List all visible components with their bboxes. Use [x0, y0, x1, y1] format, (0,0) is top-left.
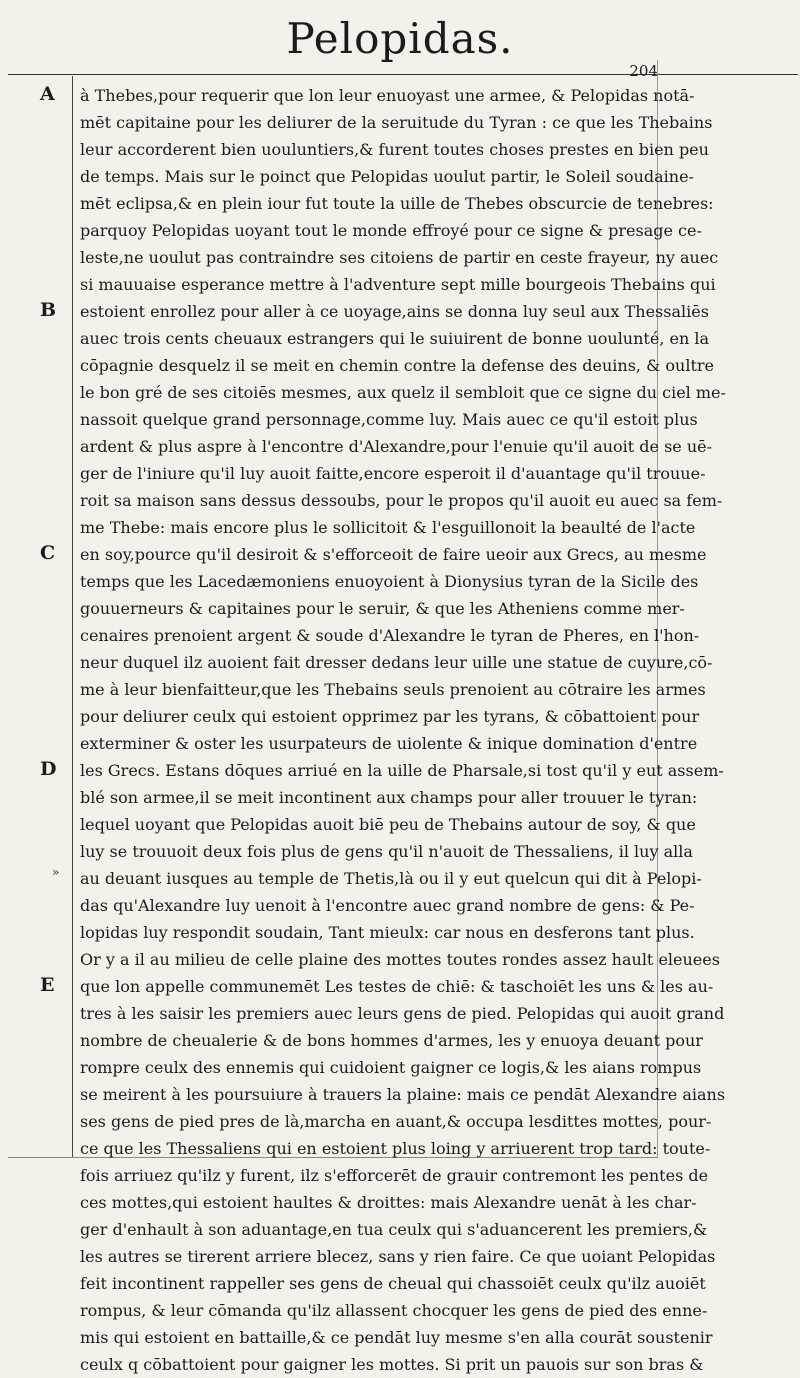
text-line: les autres se tirerent arriere blecez, sans y rien faire. Ce que uoiant Pelopidas	[80, 1247, 716, 1266]
text-line: ger d'enhault à son aduantage,en tua ceulx qui s'aduancerent les premiers,&	[80, 1220, 708, 1239]
text-line: fois arriuez qu'ilz y furent, ilz s'efforcerēt de grauir contremont les pentes de	[80, 1166, 709, 1185]
text-line: ger de l'iniure qu'il luy auoit faitte,encore esperoit il d'auantage qu'il trouue-	[80, 464, 706, 483]
text-line: le bon gré de ses citoiēs mesmes, aux quelz il sembloit que ce signe du ciel me-	[80, 383, 726, 402]
running-title: Pelopidas.	[286, 14, 514, 63]
margin-marker-d: D	[40, 758, 57, 780]
text-line: Or y a il au milieu de celle plaine des mottes toutes rondes assez hault eleuees	[80, 950, 720, 969]
text-line: temps que les Lacedæmoniens enuoyoient à Dionysius tyran de la Sicile des	[80, 572, 699, 591]
text-line: blé son armee,il se meit incontinent aux champs pour aller trouuer le tyran:	[80, 788, 698, 807]
text-line: en soy,pource qu'il desiroit & s'efforceoit de faire ueoir aux Grecs, au mesme	[80, 545, 707, 564]
text-line: ardent & plus aspre à l'encontre d'Alexandre,pour l'enuie qu'il auoit de se uē-	[80, 437, 713, 456]
text-line: au deuant iusques au temple de Thetis,là ou il y eut quelcun qui dit à Pelopi-	[80, 869, 702, 888]
text-line: lequel uoyant que Pelopidas auoit biē peu de Thebains autour de soy, & que	[80, 815, 696, 834]
text-line: ces mottes,qui estoient haultes & droittes: mais Alexandre uenāt à les char-	[80, 1193, 697, 1212]
text-line: parquoy Pelopidas uoyant tout le monde effroyé pour ce signe & presage ce-	[80, 221, 702, 240]
text-line: pour deliurer ceulx qui estoient opprimez par les tyrans, & cōbattoient pour	[80, 707, 700, 726]
text-line: les Grecs. Estans dōques arriué en la uille de Pharsale,si tost qu'il y eut assem-	[80, 761, 724, 780]
margin-marker-e: E	[40, 974, 55, 996]
margin-marker-a: A	[40, 83, 55, 105]
text-line: leur accorderent bien uouluntiers,& furent toutes choses prestes en bien peu	[80, 140, 709, 159]
text-line: si mauuaise esperance mettre à l'adventure sept mille bourgeois Thebains qui	[80, 275, 716, 294]
left-margin-rule	[72, 76, 73, 1158]
body-text	[80, 82, 726, 1378]
text-line: gouuerneurs & capitaines pour le seruir, & que les Atheniens comme mer-	[80, 599, 685, 618]
text-line: nassoit quelque grand personnage,comme luy. Mais auec ce qu'il estoit plus	[80, 410, 698, 429]
text-line: das qu'Alexandre luy uenoit à l'encontre auec grand nombre de gens: & Pe-	[80, 896, 695, 915]
text-line: lopidas luy respondit soudain, Tant mieulx: car nous en desferons tant plus.	[80, 923, 695, 942]
text-line: ses gens de pied pres de là,marcha en auant,& occupa lesdittes mottes, pour-	[80, 1112, 712, 1131]
text-line: à Thebes,pour requerir que lon leur enuoyast une armee, & Pelopidas notā-	[80, 86, 695, 105]
text-line: nombre de cheualerie & de bons hommes d'armes, les y enuoya deuant pour	[80, 1031, 703, 1050]
text-line: leste,ne uoulut pas contraindre ses citoiens de partir en ceste frayeur, ny auec	[80, 248, 719, 267]
text-line: exterminer & oster les usurpateurs de uiolente & inique domination d'entre	[80, 734, 698, 753]
text-line: ceulx q cōbattoient pour gaigner les mottes. Si prit un pauois sur son bras &	[80, 1355, 704, 1374]
text-line: me Thebe: mais encore plus le sollicitoit & l'esguillonoit la beaulté de l'acte	[80, 518, 696, 537]
text-line: mēt eclipsa,& en plein iour fut toute la uille de Thebes obscurcie de tenebres:	[80, 194, 714, 213]
margin-note-mark: »	[52, 865, 60, 879]
text-line: cōpagnie desquelz il se meit en chemin contre la defense des deuins, & oultre	[80, 356, 714, 375]
text-line: feit incontinent rappeller ses gens de cheual qui chassoiēt ceulx qu'ilz auoiēt	[80, 1274, 706, 1293]
text-line: rompus, & leur cōmanda qu'ilz allassent chocquer les gens de pied des enne-	[80, 1301, 708, 1320]
text-line: mēt capitaine pour les deliurer de la seruitude du Tyran : ce que les Thebains	[80, 113, 713, 132]
text-line: de temps. Mais sur le poinct que Pelopidas uoulut partir, le Soleil soudaine-	[80, 167, 694, 186]
text-line: mis qui estoient en battaille,& ce pendāt luy mesme s'en alla courāt soustenir	[80, 1328, 713, 1347]
text-line: roit sa maison sans dessus dessoubs, pour le propos qu'il auoit eu auec sa fem-	[80, 491, 723, 510]
text-line: me à leur bienfaitteur,que les Thebains seuls prenoient au cōtraire les armes	[80, 680, 706, 699]
text-line: ce que les Thessaliens qui en estoient plus loing y arriuerent trop tard: toute-	[80, 1139, 711, 1158]
text-line: se meirent à les poursuiure à trauers la plaine: mais ce pendāt Alexandre aians	[80, 1085, 726, 1104]
text-line: auec trois cents cheuaux estrangers qui le suiuirent de bonne uoulunté, en la	[80, 329, 709, 348]
text-line: estoient enrollez pour aller à ce uoyage,ains se donna luy seul aux Thessaliēs	[80, 302, 709, 321]
text-line: luy se trouuoit deux fois plus de gens qu'il n'auoit de Thessaliens, il luy alla	[80, 842, 693, 861]
text-line: que lon appelle communemēt Les testes de chiē: & taschoiēt les uns & les au-	[80, 977, 714, 996]
text-line: tres à les saisir les premiers auec leurs gens de pied. Pelopidas qui auoit grand	[80, 1004, 725, 1023]
text-line: neur duquel ilz auoient fait dresser dedans leur uille une statue de cuyure,cō-	[80, 653, 713, 672]
margin-marker-b: B	[40, 299, 57, 321]
folio-number: 204	[629, 62, 658, 80]
header-rule	[8, 74, 798, 75]
text-line: rompre ceulx des ennemis qui cuidoient gaigner ce logis,& les aians rompus	[80, 1058, 702, 1077]
text-line: cenaires prenoient argent & soude d'Alexandre le tyran de Pheres, en l'hon-	[80, 626, 700, 645]
margin-marker-c: C	[40, 542, 56, 564]
